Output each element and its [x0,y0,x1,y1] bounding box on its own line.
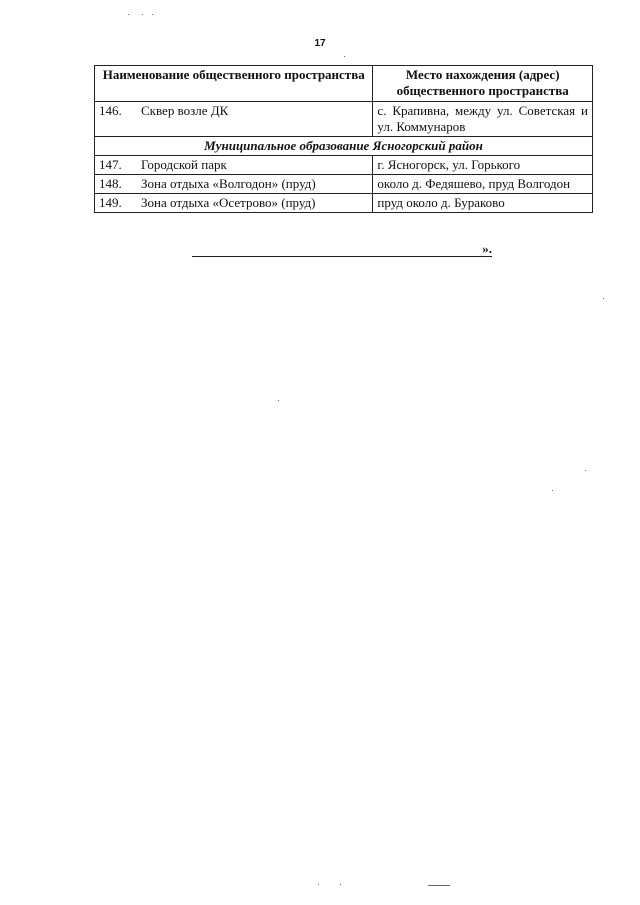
table-header-row [95,66,593,102]
table-row [95,156,593,175]
scan-speck [142,14,143,15]
header-address: Место нахождения (адрес) общественного пространства [373,66,593,102]
scan-speck [428,885,450,886]
scan-speck [585,470,586,471]
scan-speck [318,884,319,885]
closing-mark: ». [482,241,492,256]
section-row [95,137,593,156]
row-name: Сквер возле ДК [141,103,229,118]
row-address: с. Крапивна, между ул. Советская и ул. Коммунаров [373,102,593,137]
table-row [95,194,593,213]
scan-speck [603,298,604,299]
table-row [95,102,593,137]
row-name-cell [95,156,373,175]
scan-speck [152,14,153,15]
row-name: Зона отдыха «Волгодон» (пруд) [141,176,316,191]
section-title: Муниципальное образование Ясногорский район [95,137,593,156]
scan-speck [552,490,553,491]
row-number: 149. [99,195,122,210]
closing-line [192,242,492,257]
row-name-cell [95,102,373,137]
row-name: Зона отдыха «Осетрово» (пруд) [141,195,316,210]
row-number: 146. [99,103,122,118]
scan-speck [278,400,279,401]
row-address: г. Ясногорск, ул. Горького [373,156,593,175]
scan-speck [340,884,341,885]
page-number: 17 [314,38,326,49]
row-name: Городской парк [141,157,227,172]
row-address: около д. Федяшево, пруд Волгодон [373,175,593,194]
row-number: 148. [99,176,122,191]
row-name-cell [95,175,373,194]
row-number: 147. [99,157,122,172]
row-address: пруд около д. Бураково [373,194,593,213]
table-row [95,175,593,194]
scan-speck [128,14,129,15]
scan-speck [344,56,345,57]
row-name-cell [95,194,373,213]
public-spaces-table [94,65,593,213]
header-name: Наименование общественного пространства [95,66,373,102]
